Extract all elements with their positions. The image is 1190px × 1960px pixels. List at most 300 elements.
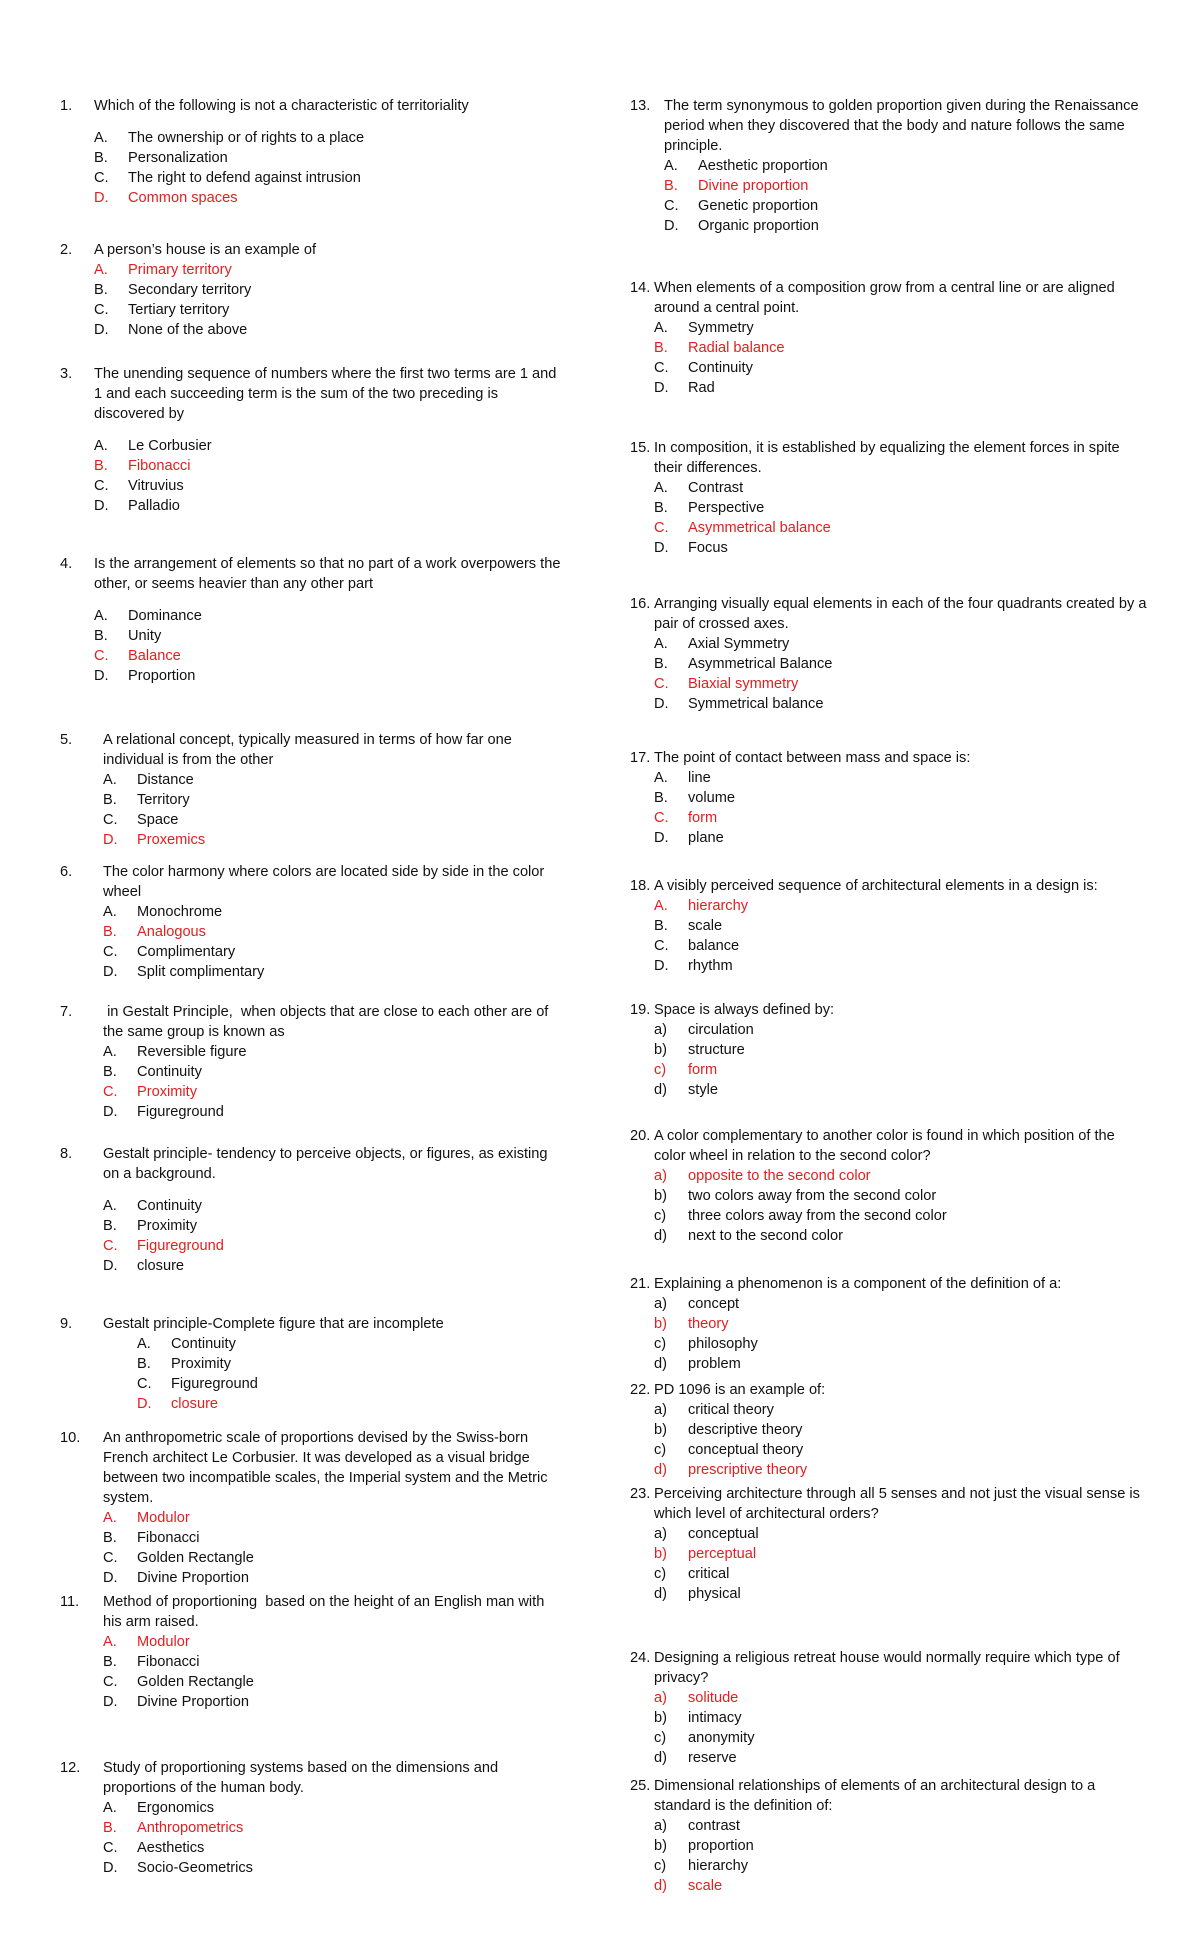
answer-option-correct bbox=[654, 1060, 1150, 1080]
answer-option bbox=[654, 1186, 1150, 1206]
option-list bbox=[630, 478, 1150, 558]
option-text: Proximity bbox=[137, 1218, 197, 1234]
question-text: PD 1096 is an example of: bbox=[654, 1382, 826, 1398]
option-text: closure bbox=[171, 1396, 219, 1412]
question-stem bbox=[630, 438, 1150, 478]
option-letter: d) bbox=[654, 1228, 667, 1244]
option-list bbox=[630, 1020, 1150, 1100]
option-text: form bbox=[688, 1062, 718, 1078]
answer-option bbox=[654, 1564, 1150, 1584]
question-text: Which of the following is not a characteristic of territoriality bbox=[94, 98, 469, 114]
answer-option bbox=[94, 300, 565, 320]
option-letter: D. bbox=[654, 696, 669, 712]
question-18 bbox=[630, 876, 1150, 976]
option-text: form bbox=[688, 810, 718, 826]
answer-option-correct bbox=[654, 518, 1150, 538]
question-number: 9. bbox=[60, 1316, 73, 1332]
option-list bbox=[60, 1042, 565, 1122]
option-text: Monochrome bbox=[137, 904, 223, 920]
question-stem bbox=[630, 1776, 1150, 1816]
answer-option bbox=[103, 1256, 565, 1276]
option-text: Focus bbox=[688, 540, 728, 556]
option-text: Space bbox=[137, 812, 179, 828]
option-text: The right to defend against intrusion bbox=[128, 170, 361, 186]
option-letter: b) bbox=[654, 1042, 667, 1058]
question-8 bbox=[60, 1144, 565, 1276]
option-list bbox=[630, 1294, 1150, 1374]
option-letter: D. bbox=[654, 830, 669, 846]
question-stem bbox=[630, 1484, 1150, 1524]
question-11 bbox=[60, 1592, 565, 1712]
answer-option bbox=[654, 1856, 1150, 1876]
answer-option bbox=[654, 1080, 1150, 1100]
question-stem bbox=[630, 96, 1150, 156]
question-text: When elements of a composition grow from a central line or are aligned around a central point. bbox=[654, 280, 1119, 316]
option-letter: D. bbox=[94, 498, 109, 514]
option-text: solitude bbox=[688, 1690, 739, 1706]
option-text: Continuity bbox=[137, 1064, 202, 1080]
option-letter: a) bbox=[654, 1022, 667, 1038]
option-letter: d) bbox=[654, 1356, 667, 1372]
option-letter: c) bbox=[654, 1062, 667, 1078]
option-text: closure bbox=[137, 1258, 185, 1274]
answer-option bbox=[664, 216, 1150, 236]
option-text: two colors away from the second color bbox=[688, 1188, 937, 1204]
question-number: 18. bbox=[630, 878, 651, 894]
option-letter: D. bbox=[103, 1258, 118, 1274]
option-letter: B. bbox=[103, 1820, 117, 1836]
option-letter: A. bbox=[103, 1510, 117, 1526]
option-letter: A. bbox=[654, 636, 668, 652]
answer-option bbox=[103, 1102, 565, 1122]
option-list bbox=[60, 260, 565, 340]
option-text: Symmetry bbox=[688, 320, 754, 336]
answer-option bbox=[654, 318, 1150, 338]
option-letter: c) bbox=[654, 1858, 667, 1874]
option-list bbox=[60, 436, 565, 516]
answer-option bbox=[103, 1062, 565, 1082]
option-text: Golden Rectangle bbox=[137, 1674, 254, 1690]
answer-option bbox=[654, 956, 1150, 976]
question-number: 8. bbox=[60, 1146, 73, 1162]
option-letter: b) bbox=[654, 1422, 667, 1438]
option-letter: C. bbox=[94, 478, 109, 494]
option-text: scale bbox=[688, 918, 723, 934]
answer-option bbox=[94, 496, 565, 516]
option-text: Tertiary territory bbox=[128, 302, 230, 318]
question-21 bbox=[630, 1274, 1150, 1374]
option-text: style bbox=[688, 1082, 719, 1098]
question-text: In composition, it is established by equalizing the element forces in spite their differences. bbox=[654, 440, 1124, 476]
question-text: Space is always defined by: bbox=[654, 1002, 835, 1018]
option-text: Asymmetrical balance bbox=[688, 520, 831, 536]
option-letter: C. bbox=[103, 944, 118, 960]
answer-option bbox=[654, 1020, 1150, 1040]
answer-option bbox=[103, 1858, 565, 1878]
answer-option bbox=[654, 1206, 1150, 1226]
answer-option bbox=[103, 1652, 565, 1672]
question-text: Gestalt principle- tendency to perceive objects, or figures, as existing on a background. bbox=[103, 1146, 552, 1182]
option-text: descriptive theory bbox=[688, 1422, 803, 1438]
question-text: A person’s house is an example of bbox=[94, 242, 317, 258]
question-text: A relational concept, typically measured in terms of how far one individual is from the other bbox=[103, 732, 516, 768]
answer-option bbox=[654, 694, 1150, 714]
option-text: Le Corbusier bbox=[128, 438, 212, 454]
option-letter: d) bbox=[654, 1878, 667, 1894]
answer-option bbox=[654, 478, 1150, 498]
option-letter: b) bbox=[654, 1710, 667, 1726]
option-list bbox=[60, 1196, 565, 1276]
question-stem bbox=[630, 1380, 1150, 1400]
option-text: Reversible figure bbox=[137, 1044, 247, 1060]
question-number: 1. bbox=[60, 98, 73, 114]
answer-option bbox=[103, 1548, 565, 1568]
question-stem bbox=[630, 594, 1150, 634]
option-letter: a) bbox=[654, 1526, 667, 1542]
answer-option bbox=[664, 196, 1150, 216]
answer-option bbox=[654, 1334, 1150, 1354]
answer-option bbox=[654, 1836, 1150, 1856]
option-text: Perspective bbox=[688, 500, 765, 516]
question-13 bbox=[630, 96, 1150, 236]
option-text: Ergonomics bbox=[137, 1800, 215, 1816]
option-letter: A. bbox=[664, 158, 678, 174]
answer-option-correct bbox=[103, 1082, 565, 1102]
option-letter: b) bbox=[654, 1316, 667, 1332]
answer-option bbox=[664, 156, 1150, 176]
option-letter: d) bbox=[654, 1462, 667, 1478]
option-list bbox=[630, 1524, 1150, 1604]
question-text: Is the arrangement of elements so that no part of a work overpowers the other, or seems heavier than any other part bbox=[94, 556, 565, 592]
answer-option bbox=[654, 916, 1150, 936]
option-text: Figureground bbox=[137, 1238, 224, 1254]
option-letter: A. bbox=[94, 438, 108, 454]
option-text: Proxemics bbox=[137, 832, 206, 848]
answer-option bbox=[654, 1294, 1150, 1314]
option-text: Proximity bbox=[171, 1356, 231, 1372]
answer-option bbox=[103, 1042, 565, 1062]
option-letter: A. bbox=[137, 1336, 151, 1352]
option-text: structure bbox=[688, 1042, 745, 1058]
question-number: 12. bbox=[60, 1760, 81, 1776]
question-stem bbox=[60, 240, 565, 260]
answer-option bbox=[654, 1226, 1150, 1246]
option-letter: C. bbox=[103, 1840, 118, 1856]
answer-option-correct bbox=[103, 1632, 565, 1652]
option-text: Analogous bbox=[137, 924, 206, 940]
option-list bbox=[630, 896, 1150, 976]
option-letter: D. bbox=[654, 380, 669, 396]
answer-option bbox=[654, 1708, 1150, 1728]
option-list bbox=[630, 1688, 1150, 1768]
option-letter: a) bbox=[654, 1402, 667, 1418]
question-number: 5. bbox=[60, 732, 73, 748]
answer-option bbox=[654, 936, 1150, 956]
question-text: Dimensional relationships of elements of an architectural design to a standard is the definition of: bbox=[654, 1778, 1100, 1814]
option-letter: A. bbox=[654, 480, 668, 496]
answer-option-correct bbox=[94, 456, 565, 476]
option-letter: B. bbox=[664, 178, 678, 194]
answer-option bbox=[103, 770, 565, 790]
option-list bbox=[630, 1816, 1150, 1896]
answer-option bbox=[103, 810, 565, 830]
question-stem bbox=[630, 748, 1150, 768]
option-letter: C. bbox=[654, 360, 669, 376]
option-letter: B. bbox=[103, 1064, 117, 1080]
option-letter: b) bbox=[654, 1838, 667, 1854]
option-letter: C. bbox=[137, 1376, 152, 1392]
answer-option bbox=[654, 1040, 1150, 1060]
option-letter: D. bbox=[137, 1396, 152, 1412]
option-text: volume bbox=[688, 790, 736, 806]
option-text: conceptual theory bbox=[688, 1442, 804, 1458]
answer-option bbox=[654, 1728, 1150, 1748]
answer-option bbox=[94, 320, 565, 340]
answer-option bbox=[94, 666, 565, 686]
answer-option-correct bbox=[654, 1460, 1150, 1480]
option-text: Figureground bbox=[137, 1104, 224, 1120]
option-text: problem bbox=[688, 1356, 741, 1372]
option-list bbox=[60, 1632, 565, 1712]
option-letter: d) bbox=[654, 1750, 667, 1766]
question-text: A color complementary to another color is found in which position of the color wheel in relation to the second color? bbox=[654, 1128, 1119, 1164]
option-letter: B. bbox=[137, 1356, 151, 1372]
question-text: Perceiving architecture through all 5 senses and not just the visual sense is which level of architectural orders? bbox=[654, 1486, 1144, 1522]
option-text: contrast bbox=[688, 1818, 740, 1834]
question-14 bbox=[630, 278, 1150, 398]
option-text: The ownership or of rights to a place bbox=[128, 130, 365, 146]
question-6 bbox=[60, 862, 565, 982]
option-letter: C. bbox=[103, 1550, 118, 1566]
option-letter: A. bbox=[103, 772, 117, 788]
question-stem bbox=[60, 1592, 565, 1632]
option-text: balance bbox=[688, 938, 740, 954]
answer-option bbox=[94, 476, 565, 496]
option-letter: D. bbox=[103, 1860, 118, 1876]
option-letter: c) bbox=[654, 1336, 667, 1352]
question-text: Designing a religious retreat house would normally require which type of privacy? bbox=[654, 1650, 1124, 1686]
answer-option bbox=[654, 1748, 1150, 1768]
option-letter: A. bbox=[94, 262, 108, 278]
answer-option bbox=[103, 902, 565, 922]
answer-option bbox=[654, 1354, 1150, 1374]
question-number: 17. bbox=[630, 750, 651, 766]
question-stem bbox=[630, 278, 1150, 318]
option-text: prescriptive theory bbox=[688, 1462, 808, 1478]
question-number: 11. bbox=[60, 1594, 80, 1610]
option-letter: B. bbox=[103, 1530, 117, 1546]
option-text: Primary territory bbox=[128, 262, 232, 278]
question-25 bbox=[630, 1776, 1150, 1896]
answer-option-correct bbox=[654, 1688, 1150, 1708]
question-23 bbox=[630, 1484, 1150, 1604]
option-letter: B. bbox=[94, 282, 108, 298]
answer-option-correct bbox=[103, 1508, 565, 1528]
answer-option-correct bbox=[664, 176, 1150, 196]
option-text: Aesthetics bbox=[137, 1840, 205, 1856]
option-letter: B. bbox=[103, 792, 117, 808]
question-stem bbox=[630, 1648, 1150, 1688]
option-letter: D. bbox=[94, 190, 109, 206]
option-text: reserve bbox=[688, 1750, 737, 1766]
question-stem bbox=[630, 1274, 1150, 1294]
option-letter: D. bbox=[103, 1694, 118, 1710]
option-text: proportion bbox=[688, 1838, 754, 1854]
question-text: The color harmony where colors are located side by side in the color wheel bbox=[103, 864, 549, 900]
option-text: Rad bbox=[688, 380, 715, 396]
option-text: Organic proportion bbox=[698, 218, 819, 234]
option-letter: c) bbox=[654, 1442, 667, 1458]
option-text: conceptual bbox=[688, 1526, 759, 1542]
question-text: A visibly perceived sequence of architectural elements in a design is: bbox=[654, 878, 1098, 894]
option-letter: D. bbox=[654, 540, 669, 556]
answer-option bbox=[654, 538, 1150, 558]
question-number: 2. bbox=[60, 242, 73, 258]
option-text: Proximity bbox=[137, 1084, 197, 1100]
option-text: Aesthetic proportion bbox=[698, 158, 828, 174]
answer-option bbox=[94, 168, 565, 188]
answer-option bbox=[94, 436, 565, 456]
option-list bbox=[60, 606, 565, 686]
question-number: 3. bbox=[60, 366, 73, 382]
option-text: three colors away from the second color bbox=[688, 1208, 947, 1224]
option-text: Divine Proportion bbox=[137, 1570, 249, 1586]
option-letter: B. bbox=[654, 656, 668, 672]
question-10 bbox=[60, 1428, 565, 1588]
answer-option bbox=[94, 606, 565, 626]
question-9 bbox=[60, 1314, 565, 1414]
answer-option bbox=[103, 1672, 565, 1692]
question-stem bbox=[60, 862, 565, 902]
option-text: Anthropometrics bbox=[137, 1820, 244, 1836]
answer-option bbox=[103, 1568, 565, 1588]
question-text: Explaining a phenomenon is a component of the definition of a: bbox=[654, 1276, 1062, 1292]
option-letter: C. bbox=[654, 938, 669, 954]
option-letter: C. bbox=[103, 812, 118, 828]
option-letter: A. bbox=[103, 1800, 117, 1816]
option-text: Palladio bbox=[128, 498, 180, 514]
question-text: An anthropometric scale of proportions devised by the Swiss-born French architect Le Corbusier. It was developed as a visual bridge between two incompatible scales, the Imperial system and the Metric system. bbox=[103, 1430, 552, 1506]
option-text: philosophy bbox=[688, 1336, 758, 1352]
option-letter: b) bbox=[654, 1546, 667, 1562]
answer-option bbox=[94, 128, 565, 148]
option-text: plane bbox=[688, 830, 724, 846]
option-list bbox=[630, 1166, 1150, 1246]
option-text: Genetic proportion bbox=[698, 198, 819, 214]
option-text: Vitruvius bbox=[128, 478, 184, 494]
answer-option bbox=[654, 1584, 1150, 1604]
option-list bbox=[60, 1508, 565, 1588]
question-number: 25. bbox=[630, 1778, 651, 1794]
option-letter: D. bbox=[94, 322, 109, 338]
option-text: Fibonacci bbox=[137, 1530, 200, 1546]
option-text: rhythm bbox=[688, 958, 733, 974]
option-text: Continuity bbox=[137, 1198, 202, 1214]
answer-option-correct bbox=[94, 646, 565, 666]
option-letter: C. bbox=[654, 810, 669, 826]
option-letter: B. bbox=[94, 150, 108, 166]
option-list bbox=[630, 1400, 1150, 1480]
answer-option-correct bbox=[654, 808, 1150, 828]
question-1 bbox=[60, 96, 565, 208]
option-text: hierarchy bbox=[688, 1858, 749, 1874]
answer-option bbox=[654, 378, 1150, 398]
option-letter: C. bbox=[94, 170, 109, 186]
option-text: perceptual bbox=[688, 1546, 757, 1562]
option-letter: A. bbox=[94, 608, 108, 624]
option-letter: C. bbox=[654, 520, 669, 536]
question-15 bbox=[630, 438, 1150, 558]
answer-option bbox=[654, 828, 1150, 848]
option-text: Modulor bbox=[137, 1634, 190, 1650]
option-text: Proportion bbox=[128, 668, 196, 684]
option-text: Figureground bbox=[171, 1376, 258, 1392]
question-text: Arranging visually equal elements in each of the four quadrants created by a pair of crossed axes. bbox=[654, 596, 1151, 632]
question-stem bbox=[60, 96, 565, 116]
option-text: Divine proportion bbox=[698, 178, 809, 194]
question-2 bbox=[60, 240, 565, 340]
question-12 bbox=[60, 1758, 565, 1878]
answer-option bbox=[103, 1798, 565, 1818]
answer-option bbox=[103, 790, 565, 810]
option-text: concept bbox=[688, 1296, 740, 1312]
answer-option-correct bbox=[654, 1166, 1150, 1186]
option-text: Secondary territory bbox=[128, 282, 252, 298]
answer-option-correct bbox=[137, 1394, 565, 1414]
question-17 bbox=[630, 748, 1150, 848]
answer-option bbox=[654, 1440, 1150, 1460]
question-stem bbox=[60, 1314, 565, 1334]
option-text: next to the second color bbox=[688, 1228, 843, 1244]
answer-option-correct bbox=[103, 922, 565, 942]
option-letter: B. bbox=[94, 628, 108, 644]
answer-option-correct bbox=[103, 1236, 565, 1256]
option-list bbox=[630, 768, 1150, 848]
question-stem bbox=[60, 364, 565, 424]
option-letter: D. bbox=[664, 218, 679, 234]
option-letter: B. bbox=[654, 340, 668, 356]
option-list bbox=[60, 1798, 565, 1878]
option-letter: a) bbox=[654, 1168, 667, 1184]
answer-option bbox=[94, 280, 565, 300]
option-letter: C. bbox=[103, 1238, 118, 1254]
option-list bbox=[630, 318, 1150, 398]
answer-option bbox=[654, 768, 1150, 788]
question-stem bbox=[60, 1758, 565, 1798]
answer-option-correct bbox=[654, 1876, 1150, 1896]
option-letter: B. bbox=[103, 1654, 117, 1670]
option-letter: a) bbox=[654, 1690, 667, 1706]
question-number: 20. bbox=[630, 1128, 651, 1144]
question-number: 24. bbox=[630, 1650, 651, 1666]
answer-option-correct bbox=[654, 896, 1150, 916]
question-stem bbox=[60, 1428, 565, 1508]
answer-option bbox=[103, 1838, 565, 1858]
option-text: physical bbox=[688, 1586, 741, 1602]
option-letter: D. bbox=[654, 958, 669, 974]
question-number: 14. bbox=[630, 280, 651, 296]
answer-option bbox=[654, 1400, 1150, 1420]
option-text: Unity bbox=[128, 628, 162, 644]
question-number: 15. bbox=[630, 440, 651, 456]
option-letter: A. bbox=[654, 320, 668, 336]
option-letter: A. bbox=[103, 1198, 117, 1214]
option-text: Symmetrical balance bbox=[688, 696, 824, 712]
question-number: 6. bbox=[60, 864, 73, 880]
answer-option bbox=[654, 634, 1150, 654]
answer-option bbox=[654, 1420, 1150, 1440]
answer-option-correct bbox=[654, 338, 1150, 358]
